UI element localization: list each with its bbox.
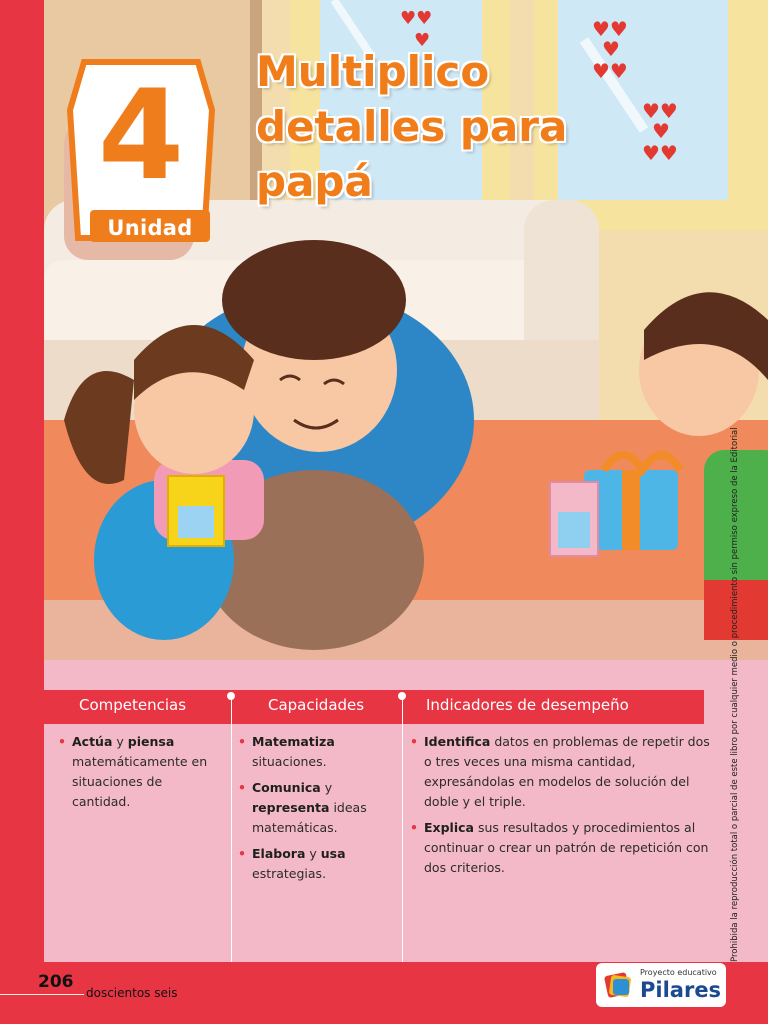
unit-title-line: papá xyxy=(256,157,373,206)
legal-note: Prohibida la reproducción total o parcial de este libro por cualquier medio o procedimiento sin permiso expreso de la Editorial xyxy=(730,427,740,962)
unit-title xyxy=(256,44,616,209)
logo-wordmark: Pilares xyxy=(640,978,722,1002)
column-divider xyxy=(402,696,403,962)
side-band xyxy=(0,0,44,1024)
capacidades-list xyxy=(238,732,394,890)
list-item: • Explica sus resultados y procedimientos al continuar o crear un patrón de repetición con dos criterios. xyxy=(410,818,710,878)
logo-tagline: Proyecto educativo xyxy=(640,968,717,977)
svg-text:♥♥: ♥♥ xyxy=(642,100,678,123)
logo-icon xyxy=(604,970,634,1004)
svg-text:♥♥: ♥♥ xyxy=(592,18,628,41)
column-divider xyxy=(231,696,232,962)
page-number-words: doscientos seis xyxy=(86,986,178,1000)
unit-title-line: Multiplico xyxy=(256,47,490,96)
list-item: • Actúa y piensa matemáticamente en situaciones de cantidad. xyxy=(58,732,224,812)
header-competencias: Competencias xyxy=(79,696,187,714)
unit-badge xyxy=(66,50,216,250)
header-indicadores: Indicadores de desempeño xyxy=(426,696,629,714)
page-number: 206 xyxy=(38,972,74,992)
list-item: • Identifica datos en problemas de repetir dos o tres veces una misma cantidad, expresándolas en modelos de solución del doble y el triple. xyxy=(410,732,710,812)
svg-text:♥♥: ♥♥ xyxy=(400,8,433,29)
svg-text:♥♥: ♥♥ xyxy=(642,141,678,165)
column-divider-dot xyxy=(398,692,406,700)
list-item: • Matematiza situaciones. xyxy=(238,732,394,772)
list-item: • Comunica y representa ideas matemáticas. xyxy=(238,778,394,838)
header-capacidades: Capacidades xyxy=(268,696,365,714)
unit-number: 4 xyxy=(97,64,185,208)
competencias-list xyxy=(44,732,224,818)
svg-text:♥: ♥ xyxy=(414,30,431,51)
footer-rule xyxy=(0,994,84,995)
unit-title-line: detalles para xyxy=(256,102,568,151)
svg-text:♥: ♥ xyxy=(652,119,670,143)
list-item: • Elabora y usa estrategias. xyxy=(238,844,394,884)
svg-text:♥: ♥ xyxy=(602,37,620,61)
svg-text:♥♥: ♥♥ xyxy=(592,59,628,83)
indicadores-list xyxy=(410,732,710,884)
unit-label: Unidad xyxy=(107,216,193,240)
column-divider-dot xyxy=(227,692,235,700)
